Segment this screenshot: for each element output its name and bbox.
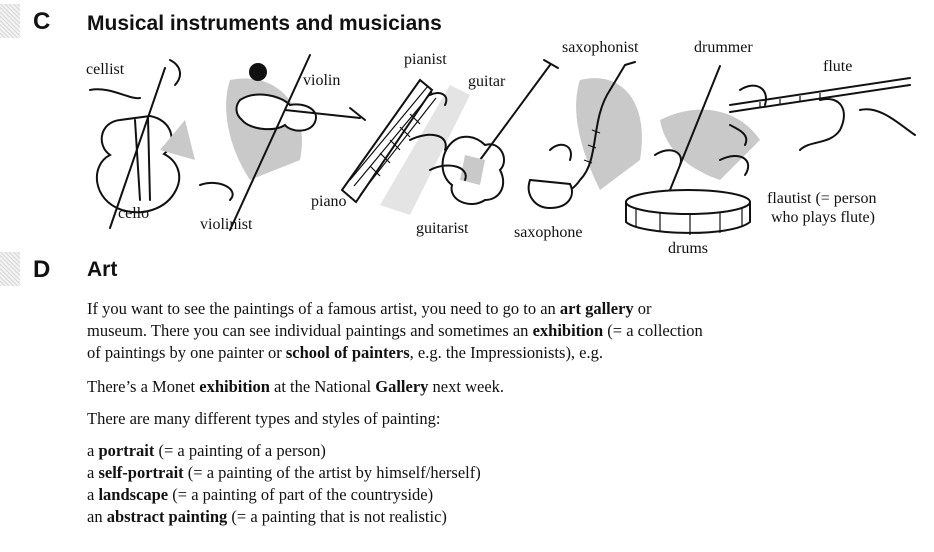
type-item-self-portrait: a self-portrait (= a painting of the artist by himself/herself) [87, 463, 481, 482]
example-sentence: There’s a Monet exhibition at the National Gallery next week. [87, 377, 505, 396]
section-c-marker-shade [0, 4, 20, 38]
term-art-gallery: art gallery [559, 299, 634, 318]
paragraph-line-3: of paintings by one painter or school of painters, e.g. the Impressionists), e.g. [87, 343, 604, 362]
term-exhibition: exhibition [532, 321, 604, 340]
section-d-title: Art [87, 258, 118, 281]
label-cello: cello [118, 205, 150, 222]
paragraph-line-2: museum. There you can see individual paintings and sometimes an exhibition (= a collection [87, 321, 703, 340]
label-flautist-line1: flautist (= person [767, 190, 877, 207]
section-c-title: Musical instruments and musicians [87, 12, 442, 35]
label-violin: violin [303, 72, 341, 89]
label-guitarist: guitarist [416, 220, 469, 237]
type-item-abstract-painting: an abstract painting (= a painting that is not realistic) [87, 507, 447, 526]
label-pianist: pianist [404, 51, 447, 68]
drums-drawing [626, 66, 760, 235]
label-flute: flute [823, 58, 853, 75]
types-intro: There are many different types and styles of painting: [87, 409, 441, 428]
label-cellist: cellist [86, 61, 125, 78]
label-flautist-line2: who plays flute) [771, 209, 875, 226]
type-item-landscape: a landscape (= a painting of part of the countryside) [87, 485, 434, 504]
cello-drawing [90, 60, 195, 228]
section-d-marker-shade [0, 252, 20, 286]
section-c-letter: C [33, 8, 51, 35]
label-saxophone: saxophone [514, 224, 583, 241]
section-d-letter: D [33, 256, 51, 283]
label-saxophonist: saxophonist [562, 39, 639, 56]
label-drums: drums [668, 240, 708, 257]
label-guitar: guitar [468, 73, 506, 90]
label-violinist: violinist [200, 216, 253, 233]
type-item-portrait: a portrait (= a painting of a person) [87, 441, 326, 460]
label-drummer: drummer [694, 39, 753, 56]
saxophone-drawing [529, 62, 642, 208]
term-school-of-painters: school of painters [285, 343, 410, 362]
label-piano: piano [311, 193, 347, 210]
paragraph-line-1: If you want to see the paintings of a famous artist, you need to go to an art gallery or [87, 299, 652, 318]
